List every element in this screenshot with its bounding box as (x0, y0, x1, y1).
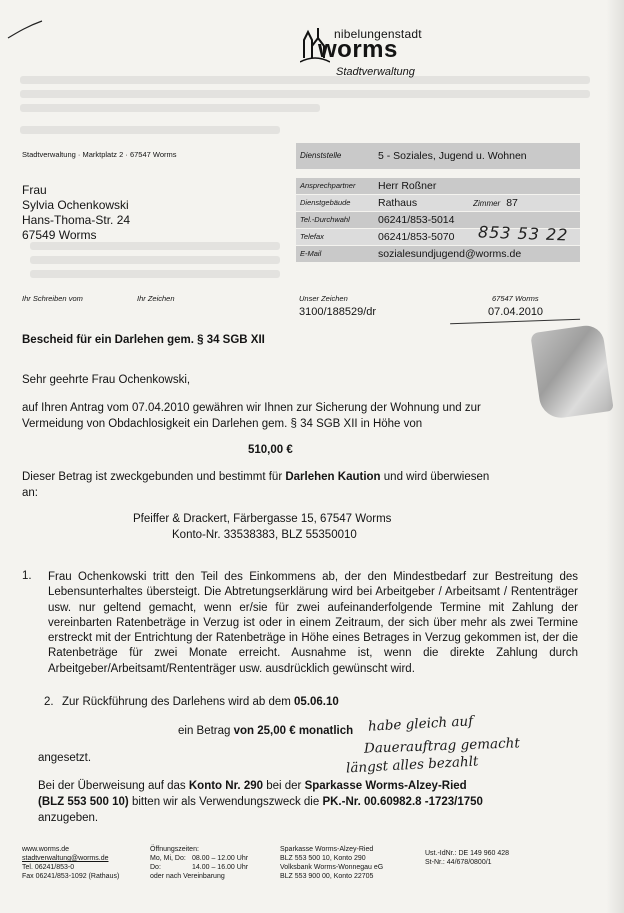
item-2-number: 2. (44, 696, 54, 708)
purpose-line-2: an: (22, 487, 38, 499)
transfer-bank: Sparkasse Worms-Alzey-Ried (304, 780, 467, 792)
pen-mark (6, 18, 46, 42)
footer-hours-row-2 (150, 863, 248, 872)
recipient-salutation: Frau (22, 183, 47, 197)
footer-hours (150, 845, 248, 881)
handwritten-note-3: längst alles bezahlt (345, 753, 479, 777)
dienstgebaeude-cell (374, 194, 580, 211)
ihr-zeichen-label: Ihr Zeichen (137, 294, 175, 303)
item-2-date: 05.06.10 (294, 696, 339, 708)
unser-zeichen-label: Unser Zeichen (299, 294, 348, 303)
footer-web: www.worms.de (22, 846, 70, 853)
letterhead-subtitle: Stadtverwaltung (336, 66, 415, 78)
footer-hours-note: oder nach Vereinbarung (150, 873, 225, 880)
payee-line-1: Pfeiffer & Drackert, Färbergasse 15, 67547 Worms (133, 513, 392, 525)
transfer-line-2 (38, 796, 483, 808)
footer-tax (425, 849, 509, 867)
date-underline (450, 314, 580, 325)
intro-line-1: auf Ihren Antrag vom 07.04.2010 gewähren wir Ihnen zur Sicherung der Wohnung und zur (22, 402, 481, 414)
info-row (296, 194, 580, 211)
info-row (296, 177, 580, 194)
recipient-name: Sylvia Ochenkowski (22, 198, 129, 212)
footer-bank-3: Volksbank Worms-Wonnegau eG (280, 864, 384, 871)
bleed-through-line (20, 126, 280, 134)
footer-email: stadtverwaltung@worms.de (22, 855, 109, 862)
transfer-account: Konto Nr. 290 (188, 780, 264, 792)
ansprechpartner-value: Herr Roßner (374, 177, 580, 194)
footer-tax-1: Ust.-IdNr.: DE 149 960 428 (425, 850, 510, 857)
loan-amount: 510,00 € (248, 444, 293, 456)
email-label: E-Mail (296, 245, 374, 262)
transfer-line-3: anzugeben. (38, 812, 99, 824)
date-city: 67547 Worms (492, 294, 539, 303)
item-2-text (62, 696, 339, 708)
item-1-number: 1. (22, 570, 32, 582)
purpose-post: und wird überwiesen (380, 471, 490, 483)
contact-info-table (296, 143, 580, 263)
footer-bank-1: Sparkasse Worms-Alzey-Ried (280, 846, 374, 853)
footer-bank-4: BLZ 553 900 00, Konto 22705 (280, 873, 374, 880)
letterhead-small: nibelungenstadt (334, 27, 422, 41)
paper-stain (530, 323, 614, 420)
footer-tax-2: St-Nr.: 44/678/0800/1 (425, 859, 492, 866)
bleed-through-line (20, 90, 590, 98)
footer-hours-row-1 (150, 854, 248, 863)
transfer-l1-pre: Bei der Überweisung auf das (38, 780, 189, 792)
handwritten-note-2: Dauerauftrag gemacht (363, 735, 521, 757)
handwritten-note-1: habe gleich auf (367, 713, 474, 735)
zimmer-value: 87 (506, 196, 518, 209)
item-1-text: Frau Ochenkowski tritt den Teil des Einkommens ab, der den Mindestbedarf zur Bestreitung des Lebensunterhaltes übersteigt. Die Abtretungserklärung wird bei Arbeitgeber / Arbeitsamt / Rententräger usw. nur geltend gemacht, wenn er/sie für zwei aufeinanderfolgende Termine mit Zahlung der vereinbarten Ratenbeträge in Verzug ist oder in einem Zeitraum, der sich über mehr als zwei Termine erstreckt mit der Entrichtung der Ratenbeträge in Höhe eines Betrages in Verzug gekommen ist, der die Ratenbeträge für zwei Monate erreicht. Ausnahme ist, wenn die direkte Zahlung durch Arbeitgeber/Arbeitsamt/Rententräger usw. ausdrücklich gewünscht wird. (48, 571, 578, 675)
angesetzt: angesetzt. (38, 752, 92, 764)
bleed-through-line (20, 104, 320, 112)
transfer-pk: PK.-Nr. 00.60982.8 -1723/1750 (322, 796, 483, 808)
letterhead-title: worms (318, 36, 398, 63)
purpose-bold: Darlehen Kaution (285, 471, 381, 483)
footer-bank (280, 845, 383, 881)
purpose-pre: Dieser Betrag ist zweckgebunden und bestimmt für (22, 471, 286, 483)
ansprechpartner-label: Ansprechpartner (296, 177, 374, 194)
zimmer-label: Zimmer (473, 198, 501, 208)
bleed-through-line (30, 270, 280, 278)
subject: Bescheid für ein Darlehen gem. § 34 SGB XII (22, 334, 265, 346)
telefax-label: Telefax (296, 228, 374, 245)
letter-date: 07.04.2010 (488, 306, 544, 318)
footer-hours-day-1: Mo, Mi, Do: (150, 855, 186, 862)
dienststelle-label: Dienststelle (296, 143, 374, 169)
footer-bank-2: BLZ 553 500 10, Konto 290 (280, 855, 366, 862)
info-row (296, 245, 580, 262)
transfer-l1-mid: bei der (263, 780, 305, 792)
bleed-through-line (20, 76, 590, 84)
rate-bold: von 25,00 € monatlich (233, 725, 354, 737)
transfer-l2-mid: bitten wir als Verwendungszweck die (128, 796, 323, 808)
item-2-pre: Zur Rückführung des Darlehens wird ab dem (62, 696, 295, 708)
transfer-line-1 (38, 780, 467, 792)
footer-hours-day-2: Do: (150, 864, 161, 871)
intro-line-2: Vermeidung von Obdachlosigkeit ein Darlehen gem. § 34 SGB XII in Höhe von (22, 418, 423, 430)
unser-zeichen-value: 3100/188529/dr (299, 306, 377, 318)
footer-hours-title: Öffnungszeiten: (150, 846, 199, 853)
footer-tel: Tel. 06241/853-0 (22, 864, 75, 871)
footer-fax: Fax 06241/853-1092 (Rathaus) (22, 873, 120, 880)
footer-contact (22, 845, 119, 881)
recipient-street: Hans-Thoma-Str. 24 (22, 213, 131, 227)
telefax-value: 06241/853-5070 (374, 228, 580, 245)
recipient-city: 67549 Worms (22, 228, 97, 242)
dienstgebaeude-label: Dienstgebäude (296, 194, 374, 211)
email-value: sozialesundjugend@worms.de (374, 245, 580, 262)
rate-pre: ein Betrag (178, 725, 234, 737)
purpose-line-1 (22, 471, 489, 483)
bleed-through-line (30, 242, 280, 250)
payee-line-2: Konto-Nr. 33538383, BLZ 55350010 (172, 529, 357, 541)
salutation: Sehr geehrte Frau Ochenkowski, (22, 374, 191, 386)
ihr-schreiben-label: Ihr Schreiben vom (22, 294, 83, 303)
info-row (296, 143, 580, 169)
dienststelle-value: 5 - Soziales, Jugend u. Wohnen (374, 143, 580, 169)
transfer-blz: (BLZ 553 500 10) (38, 796, 129, 808)
tel-label: Tel.-Durchwahl (296, 211, 374, 228)
sender-line: Stadtverwaltung · Marktplatz 2 · 67547 Worms (22, 150, 177, 159)
bleed-through-line (30, 256, 280, 264)
dienstgebaeude-value: Rathaus (378, 196, 418, 209)
footer-hours-time-2: 14.00 – 16.00 Uhr (192, 864, 249, 871)
info-spacer (296, 169, 580, 177)
paper-edge-shadow (606, 0, 624, 913)
footer-hours-time-1: 08.00 – 12.00 Uhr (192, 855, 249, 862)
rate-line (178, 725, 353, 737)
tel-value: 06241/853-5014 (374, 211, 580, 228)
handwritten-phone: 853 53 22 (477, 222, 569, 245)
